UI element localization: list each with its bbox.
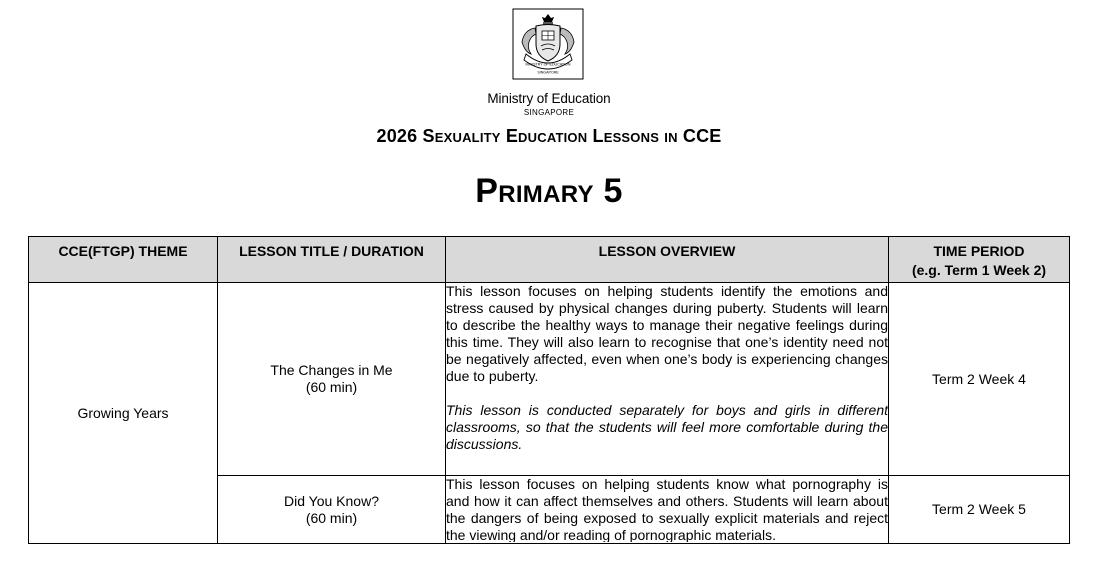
ministry-crest-logo: [512, 8, 584, 80]
lesson-overview-text: This lesson focuses on helping students identify the emotions and stress caused by physical changes during puberty. Students will learn to describe the healthy ways to manage their negative feelings during this time. They will also learn to recognise that one’s identity need not be negatively affected, even when one’s body is experiencing changes due to puberty.: [446, 283, 888, 384]
lesson-duration: (60 min): [305, 379, 358, 395]
time-period-example: (e.g. Term 1 Week 2): [911, 262, 1047, 278]
lesson-overview-note: This lesson is conducted separately for boys and girls in different classrooms, so that the students will feel more comfortable during the discussions.: [446, 402, 888, 452]
table-row: [29, 283, 1070, 476]
lesson-overview-cell: [446, 283, 889, 476]
lesson-duration: (60 min): [305, 509, 358, 526]
crest-country-text: SINGAPORE: [537, 70, 559, 75]
table-header-row: [29, 237, 1070, 283]
column-header-time-period: [889, 237, 1070, 283]
lessons-table: [28, 236, 1070, 544]
time-period-cell: Term 2 Week 5: [889, 476, 1070, 544]
time-period-label: TIME PERIOD: [933, 243, 1025, 259]
lesson-title: Did You Know?: [284, 492, 379, 509]
lesson-title-cell: [218, 283, 446, 476]
ministry-country: SINGAPORE: [523, 108, 575, 117]
crest-motto-text: MINISTRY OF EDUCATION: [525, 62, 571, 67]
page-title: Primary 5: [475, 172, 623, 210]
column-header-overview: LESSON OVERVIEW: [446, 237, 889, 283]
column-header-lesson-title: LESSON TITLE / DURATION: [218, 237, 446, 283]
ministry-name: Ministry of Education: [487, 91, 611, 106]
column-header-theme: CCE(FTGP) THEME: [29, 237, 218, 283]
lesson-title: The Changes in Me: [270, 362, 393, 378]
time-period-cell: Term 2 Week 4: [889, 283, 1070, 476]
theme-cell: Growing Years: [29, 283, 218, 544]
lesson-overview-cell: [446, 476, 889, 544]
lesson-overview-text: This lesson focuses on helping students know what pornography is and how it can affect themselves and others. Students will learn about the dangers of being exposed to sexually explicit materials and reject the viewing and/or reading of pornographic materials.: [446, 476, 888, 542]
lesson-title-cell: [218, 476, 446, 544]
document-title: 2026 Sexuality Education Lessons in CCE: [376, 126, 722, 146]
